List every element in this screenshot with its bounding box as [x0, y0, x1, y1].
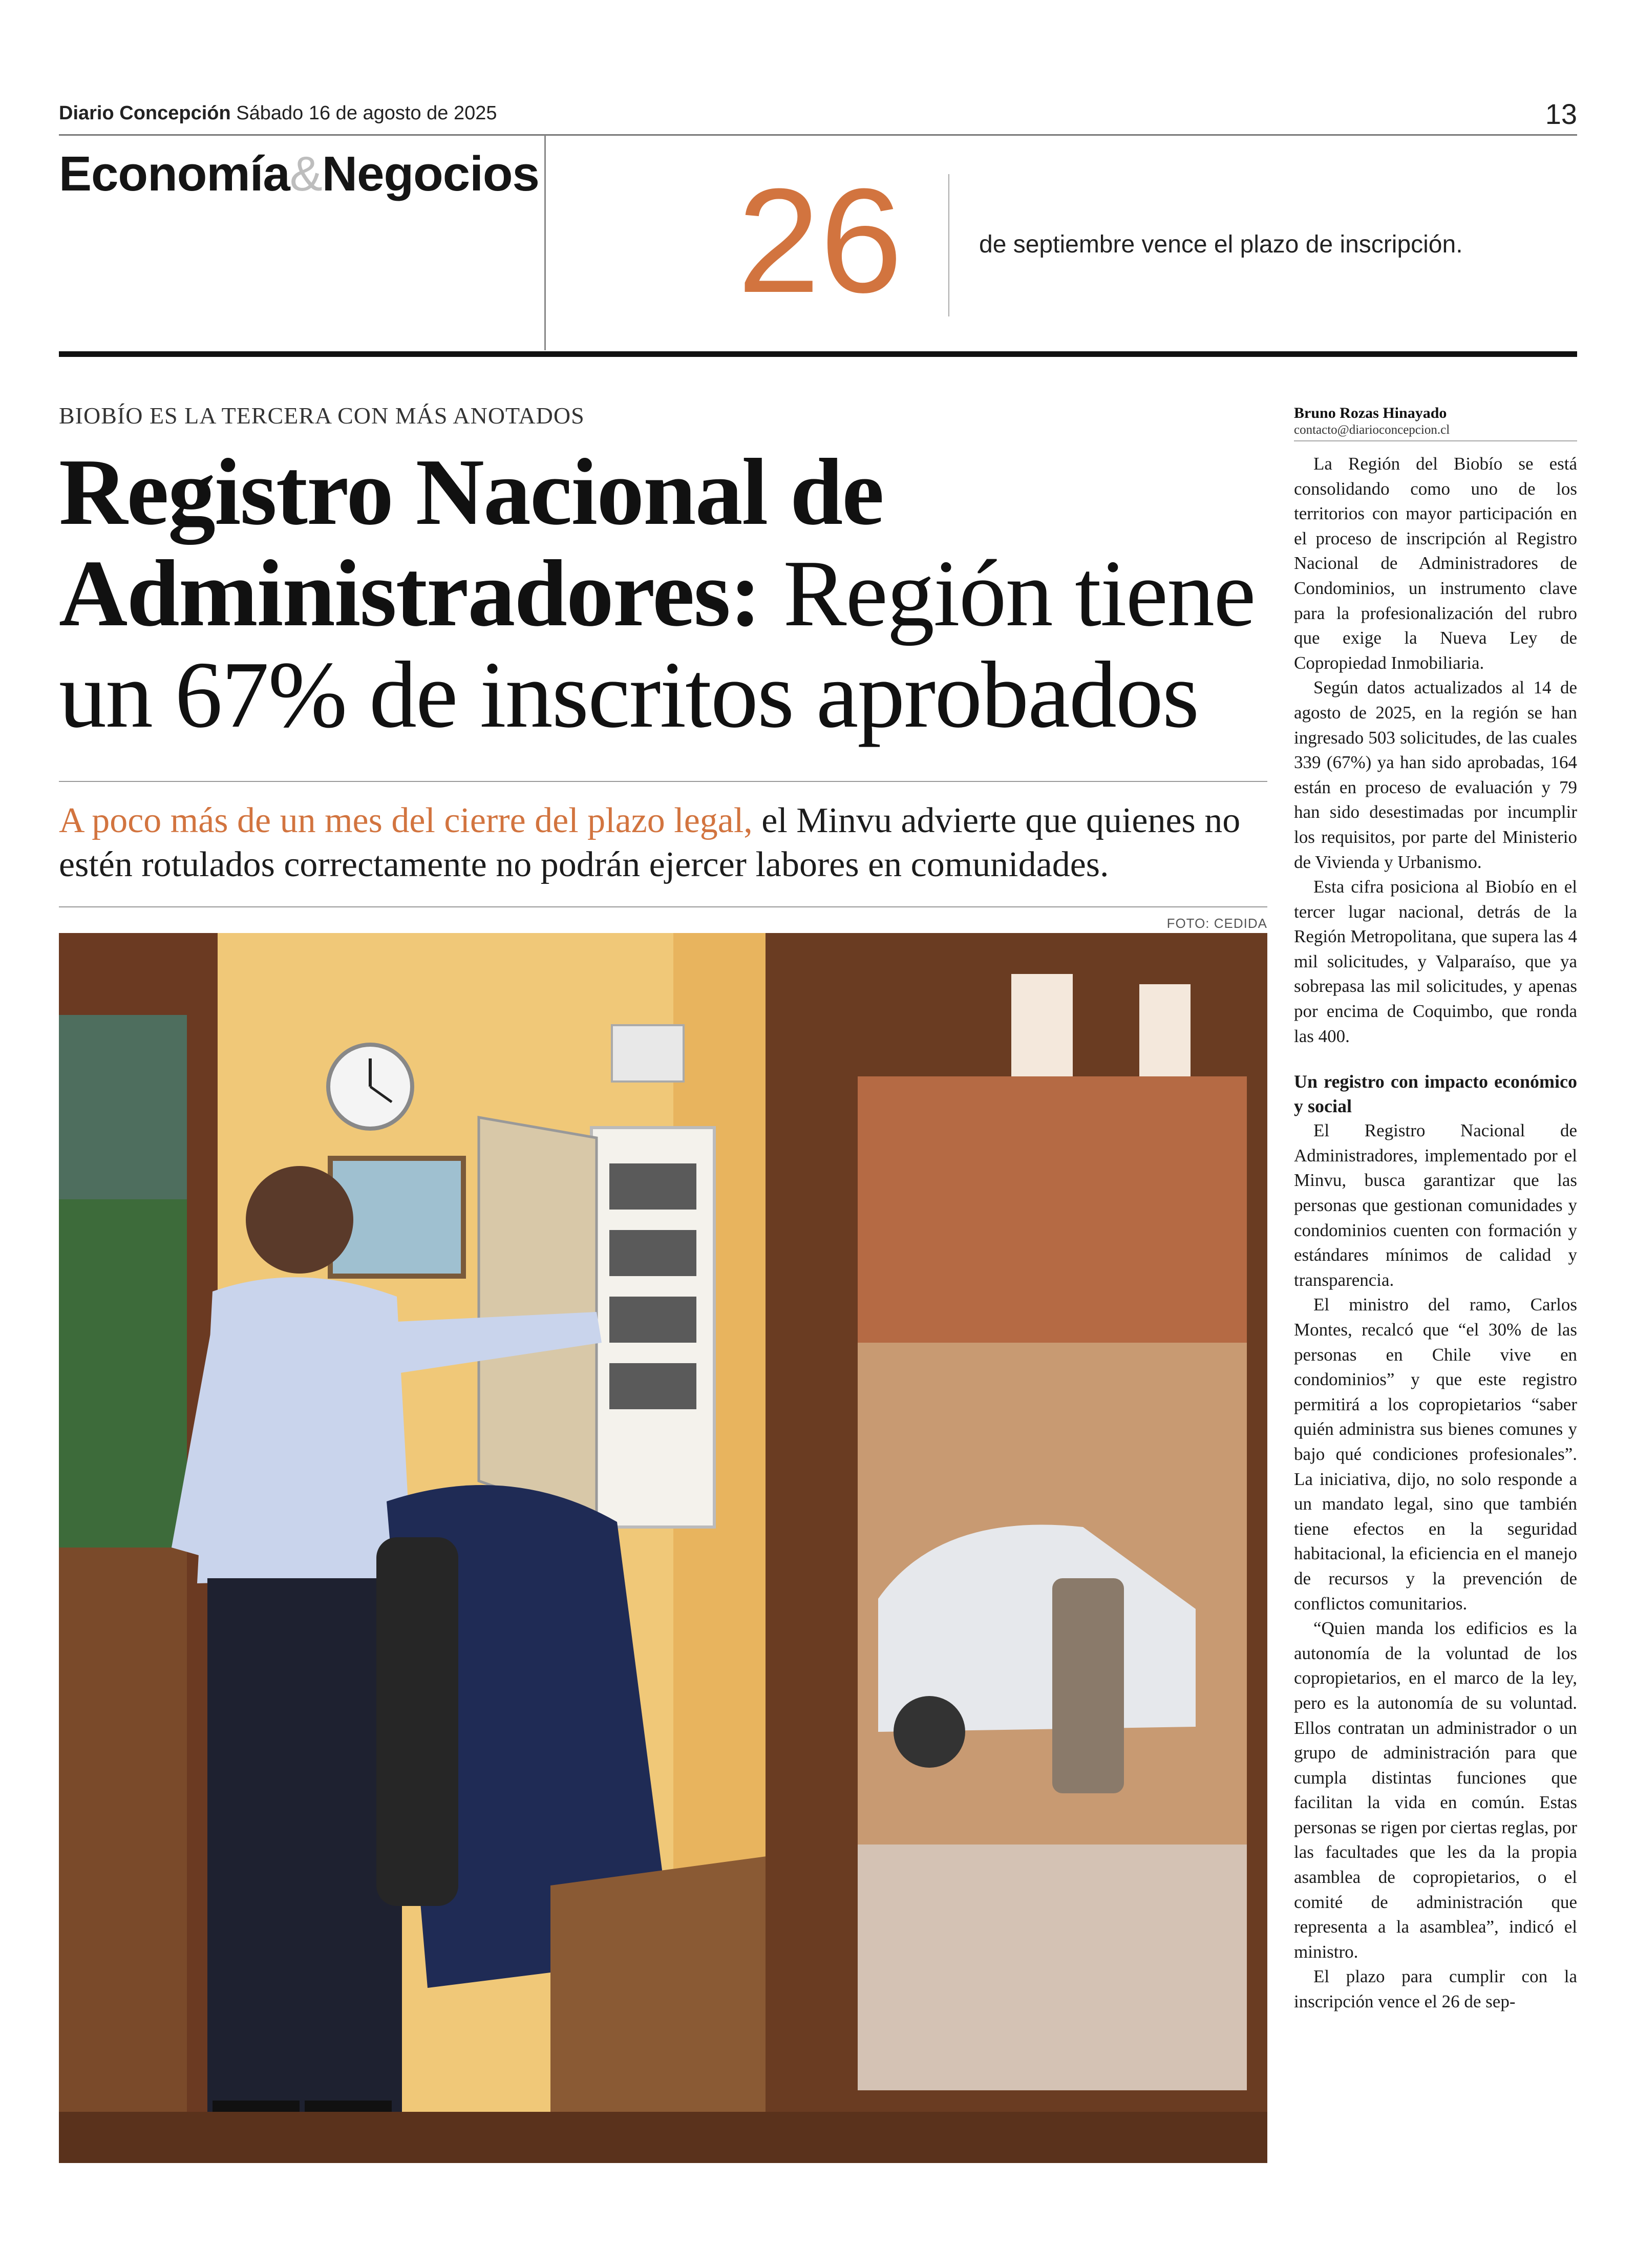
top-rule: [59, 134, 1577, 136]
lede-rest: el Minvu advierte que quienes no estén rotulados correctamente no podrán ejercer labores en comunidades.: [59, 801, 1241, 884]
lede-accent: A poco más de un mes del cierre del plazo legal,: [59, 801, 753, 840]
lede-rule: [59, 906, 1267, 907]
dateline: [59, 102, 497, 124]
body-paragraph: El ministro del ramo, Carlos Montes, recalcó que “el 30% de las personas en Chile vive en condominios” y que este registro permitirá a los copropietarios “saber quién administra sus bienes comunes y bajo qué condiciones profesionales”. La iniciativa, dijo, no solo responde a un mandato legal, sino que también tiene efectos en la seguridad habitacional, la eficiencia en el manejo de recursos y la prevención de conflictos comunitarios.: [1294, 1295, 1577, 1614]
byline-rule: [1294, 440, 1577, 441]
highlight-caption: de septiembre vence el plazo de inscripción.: [979, 231, 1463, 258]
body-paragraph: El plazo para cumplir con la inscripción vence el 26 de sep-: [1294, 1966, 1577, 2012]
subheading: Un registro con impacto económico y social: [1294, 1071, 1577, 1117]
body-paragraph: El Registro Nacional de Administradores, implementado por el Minvu, busca garantizar que las personas que gestionan comunidades y condominios cuenten con formación y estándares mínimos de calidad y transparencia.: [1294, 1120, 1577, 1290]
article-body: [1294, 452, 1577, 2015]
article-photo: [59, 933, 1267, 2163]
body-paragraph: “Quien manda los edificios es la autonomía de la voluntad de los copropietarios, en el marco de la ley, pero es la autonomía de su voluntad. Ellos contratan un administrador o un grupo de administración para que cumpla distintas funciones que facilitan la vida en común. Estas personas se rigen por ciertas reglas, por las facultades que les da la propia asamblea de copropietarios, o el comité de administración que representa a la asamblea”, indicó el ministro.: [1294, 1618, 1577, 1962]
photo-credit: FOTO: CEDIDA: [1166, 916, 1267, 931]
page-number: 13: [1545, 98, 1577, 130]
body-paragraph: La Región del Biobío se está consolidando como uno de los territorios con mayor participación en el proceso de inscripción al Registro Nacional de Administradores de Condominios, un instrumento clave para la profesionalización del rubro que exige la Nueva Ley de Copropiedad Inmobiliaria.: [1294, 454, 1577, 673]
header-divider: [544, 135, 546, 350]
headline: [59, 441, 1278, 746]
lede: [59, 799, 1278, 887]
number-divider: [948, 174, 949, 316]
highlight-number: 26: [737, 158, 903, 324]
author-name: Bruno Rozas Hinayado: [1294, 405, 1447, 421]
headline-bold: Registro Nacional de Administradores:: [59, 439, 883, 646]
section-name-a: Economía: [59, 146, 290, 201]
paper-name: Diario Concepción: [59, 102, 231, 124]
author-email[interactable]: contacto@diarioconcepcion.cl: [1294, 423, 1450, 437]
section-rule: [59, 351, 1577, 357]
body-paragraph: Según datos actualizados al 14 de agosto de 2025, en la región se han ingresado 503 solicitudes, de las cuales 339 (67%) ya han sido aprobadas, 164 están en proceso de evaluación y 79 han sido desestimadas por incumplir los requisitos, por parte del Ministerio de Vivienda y Urbanismo.: [1294, 677, 1577, 872]
issue-date: Sábado 16 de agosto de 2025: [236, 102, 497, 124]
section-title: [59, 146, 539, 202]
body-paragraph: Esta cifra posiciona al Biobío en el tercer lugar nacional, detrás de la Región Metropolitana, que supera las 4 mil solicitudes, y Valparaíso, que ya sobrepasa las mil solicitudes, y apenas por encima de Coquimbo, que ronda las 400.: [1294, 877, 1577, 1046]
byline: [1294, 405, 1577, 437]
headline-rule: [59, 781, 1267, 782]
kicker: BIOBÍO ES LA TERCERA CON MÁS ANOTADOS: [59, 402, 585, 429]
section-ampersand: &: [289, 146, 322, 201]
section-name-b: Negocios: [322, 146, 539, 201]
headline-rest: Región tiene un 67% de inscritos aprobados: [59, 541, 1255, 748]
